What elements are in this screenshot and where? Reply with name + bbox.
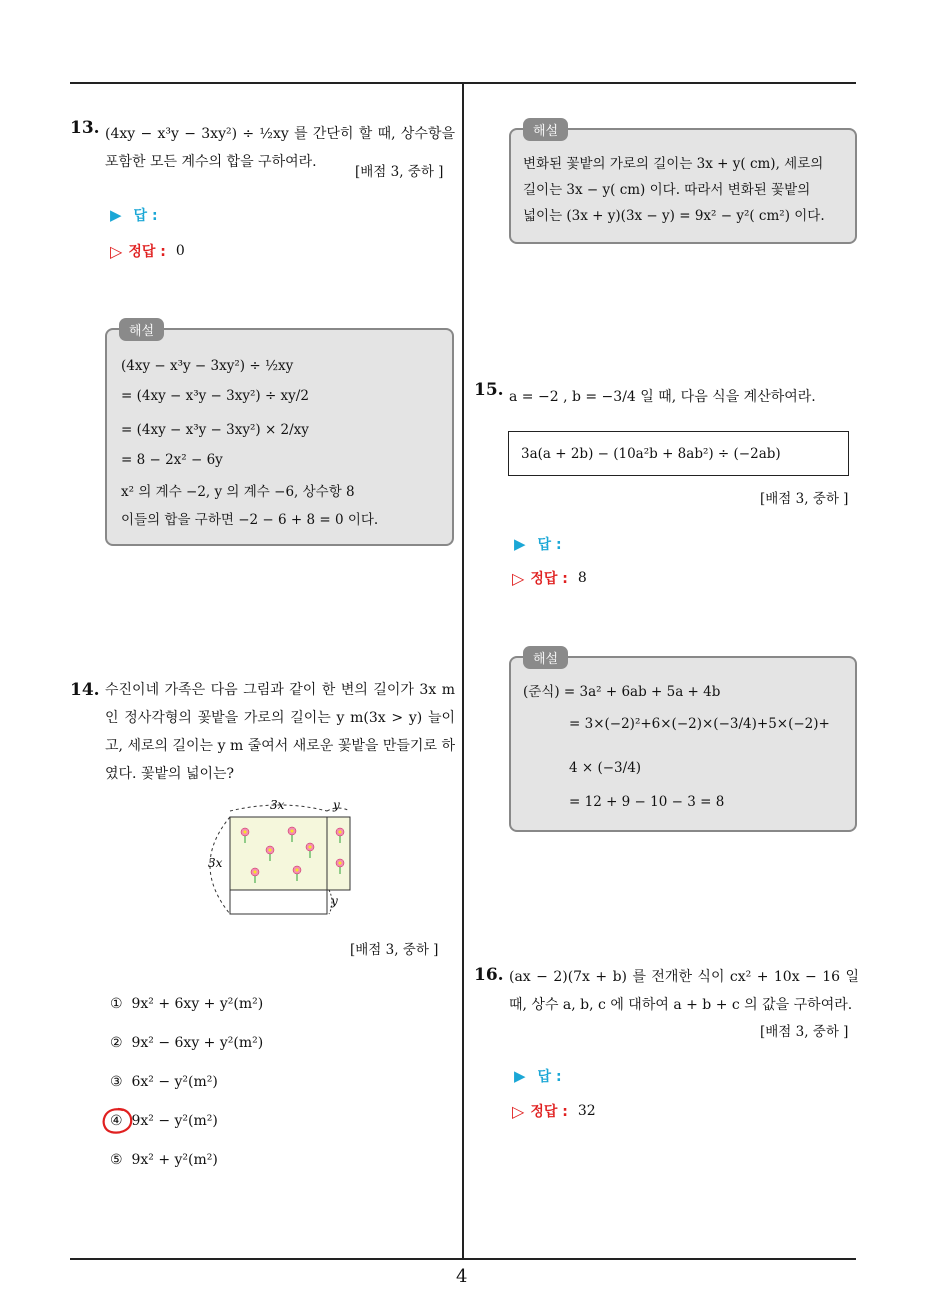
solution-line-2: 길이는 3x − y( cm) 이다. 따라서 변화된 꽃밭의	[523, 182, 811, 198]
question-13-correct	[110, 241, 185, 261]
answer-label: 답 :	[537, 537, 562, 553]
solution-line-6: 이들의 합을 구하면 −2 − 6 + 8 = 0 이다.	[121, 512, 379, 528]
answer-label: 답 :	[537, 1069, 562, 1085]
correct-label: 정답 :	[128, 244, 166, 260]
question-13-solution-box	[105, 324, 454, 546]
choice-1[interactable]: ① 9x² + 6xy + y²(m²)	[110, 996, 264, 1012]
solution-line-2: = (4xy − x³y − 3xy²) ÷ xy/2	[121, 388, 309, 404]
flower-bed-figure	[200, 795, 360, 920]
solution-line-4: = 12 + 9 − 10 − 3 = 8	[569, 794, 725, 810]
question-14-number: 14.	[70, 680, 100, 700]
outline-triangle-icon: ▷	[512, 568, 525, 588]
question-13-number: 13.	[70, 118, 100, 138]
correct-value: 8	[577, 570, 587, 586]
outline-triangle-icon: ▷	[512, 1101, 525, 1121]
solution-line-2: = 3×(−2)²+6×(−2)×(−3/4)+5×(−2)+	[569, 716, 830, 732]
choice-5[interactable]: ⑤ 9x² + y²(m²)	[110, 1152, 218, 1168]
question-16-correct	[512, 1101, 596, 1121]
solution-tag: 해설	[523, 118, 568, 141]
solution-line-3: = (4xy − x³y − 3xy²) × 2/xy	[121, 422, 309, 438]
question-14-solution-box	[509, 124, 857, 244]
solution-line-4: = 8 − 2x² − 6y	[121, 452, 223, 468]
answer-label: 답 :	[133, 208, 158, 224]
solution-line-3: 4 × (−3/4)	[569, 760, 642, 776]
correct-label: 정답 :	[530, 1104, 568, 1120]
outline-triangle-icon: ▷	[110, 241, 123, 261]
play-icon: ▶	[514, 535, 526, 553]
choice-2[interactable]: ② 9x² − 6xy + y²(m²)	[110, 1035, 264, 1051]
choice-4[interactable]: ④ 9x² − y²(m²)	[110, 1113, 218, 1129]
answer-circle-mark	[101, 1106, 135, 1136]
correct-label: 정답 :	[530, 571, 568, 587]
fig-label-top: 3x	[270, 798, 285, 812]
choice-3[interactable]: ③ 6x² − y²(m²)	[110, 1074, 218, 1090]
question-15-expression-box: 3a(a + 2b) − (10a²b + 8ab²) ÷ (−2ab)	[508, 431, 849, 476]
column-divider	[462, 82, 464, 1259]
question-15-number: 15.	[474, 380, 504, 400]
question-13-text: (4xy − x³y − 3xy²) ÷ ½xy 를 간단히 할 때, 상수항을 포함한 모든 계수의 합을 구하여라.	[105, 126, 455, 170]
play-icon: ▶	[110, 206, 122, 224]
question-13-answer	[110, 205, 158, 225]
solution-line-5: x² 의 계수 −2, y 의 계수 −6, 상수항 8	[121, 484, 355, 500]
solution-line-1: 변화된 꽃밭의 가로의 길이는 3x + y( cm), 세로의	[523, 156, 824, 172]
question-15-points: [배점 3, 중하 ]	[760, 491, 849, 507]
question-14-points: [배점 3, 중하 ]	[350, 942, 439, 958]
bottom-rule	[70, 1258, 856, 1260]
question-15-correct	[512, 568, 587, 588]
play-icon: ▶	[514, 1067, 526, 1085]
page-number: 4	[456, 1266, 468, 1287]
correct-value: 32	[577, 1103, 596, 1119]
fig-label-left: 3x	[208, 856, 223, 870]
question-14-text: 수진이네 가족은 다음 그림과 같이 한 변의 길이가 3x m 인 정사각형의 꽃밭을 가로의 길이는 y m(3x > y) 늘이고, 세로의 길이는 y m 줄여서 새로운 꽃밭을 만들기로 하였다. 꽃밭의 넓이는?	[105, 682, 455, 782]
question-13-points: [배점 3, 중하 ]	[355, 164, 444, 180]
solution-line-1: (4xy − x³y − 3xy²) ÷ ½xy	[121, 358, 294, 374]
fig-label-right-top: y	[333, 798, 340, 812]
question-16-number: 16.	[474, 965, 504, 985]
question-15-answer	[514, 534, 562, 554]
question-15-text: a = −2 , b = −3/4 일 때, 다음 식을 계산하여라.	[509, 389, 816, 405]
question-15-solution-box	[509, 652, 857, 832]
question-16-points: [배점 3, 중하 ]	[760, 1024, 849, 1040]
solution-line-1: (준식) = 3a² + 6ab + 5a + 4b	[523, 684, 721, 700]
solution-line-3: 넓이는 (3x + y)(3x − y) = 9x² − y²( cm²) 이다.	[523, 208, 825, 224]
correct-value: 0	[175, 243, 185, 259]
solution-tag: 해설	[523, 646, 568, 669]
question-16-answer	[514, 1066, 562, 1086]
fig-label-bottom-right: y	[331, 894, 338, 908]
solution-tag: 해설	[119, 318, 164, 341]
question-16-text: (ax − 2)(7x + b) 를 전개한 식이 cx² + 10x − 16 일 때, 상수 a, b, c 에 대하여 a + b + c 의 값을 구하여라.	[509, 969, 859, 1013]
